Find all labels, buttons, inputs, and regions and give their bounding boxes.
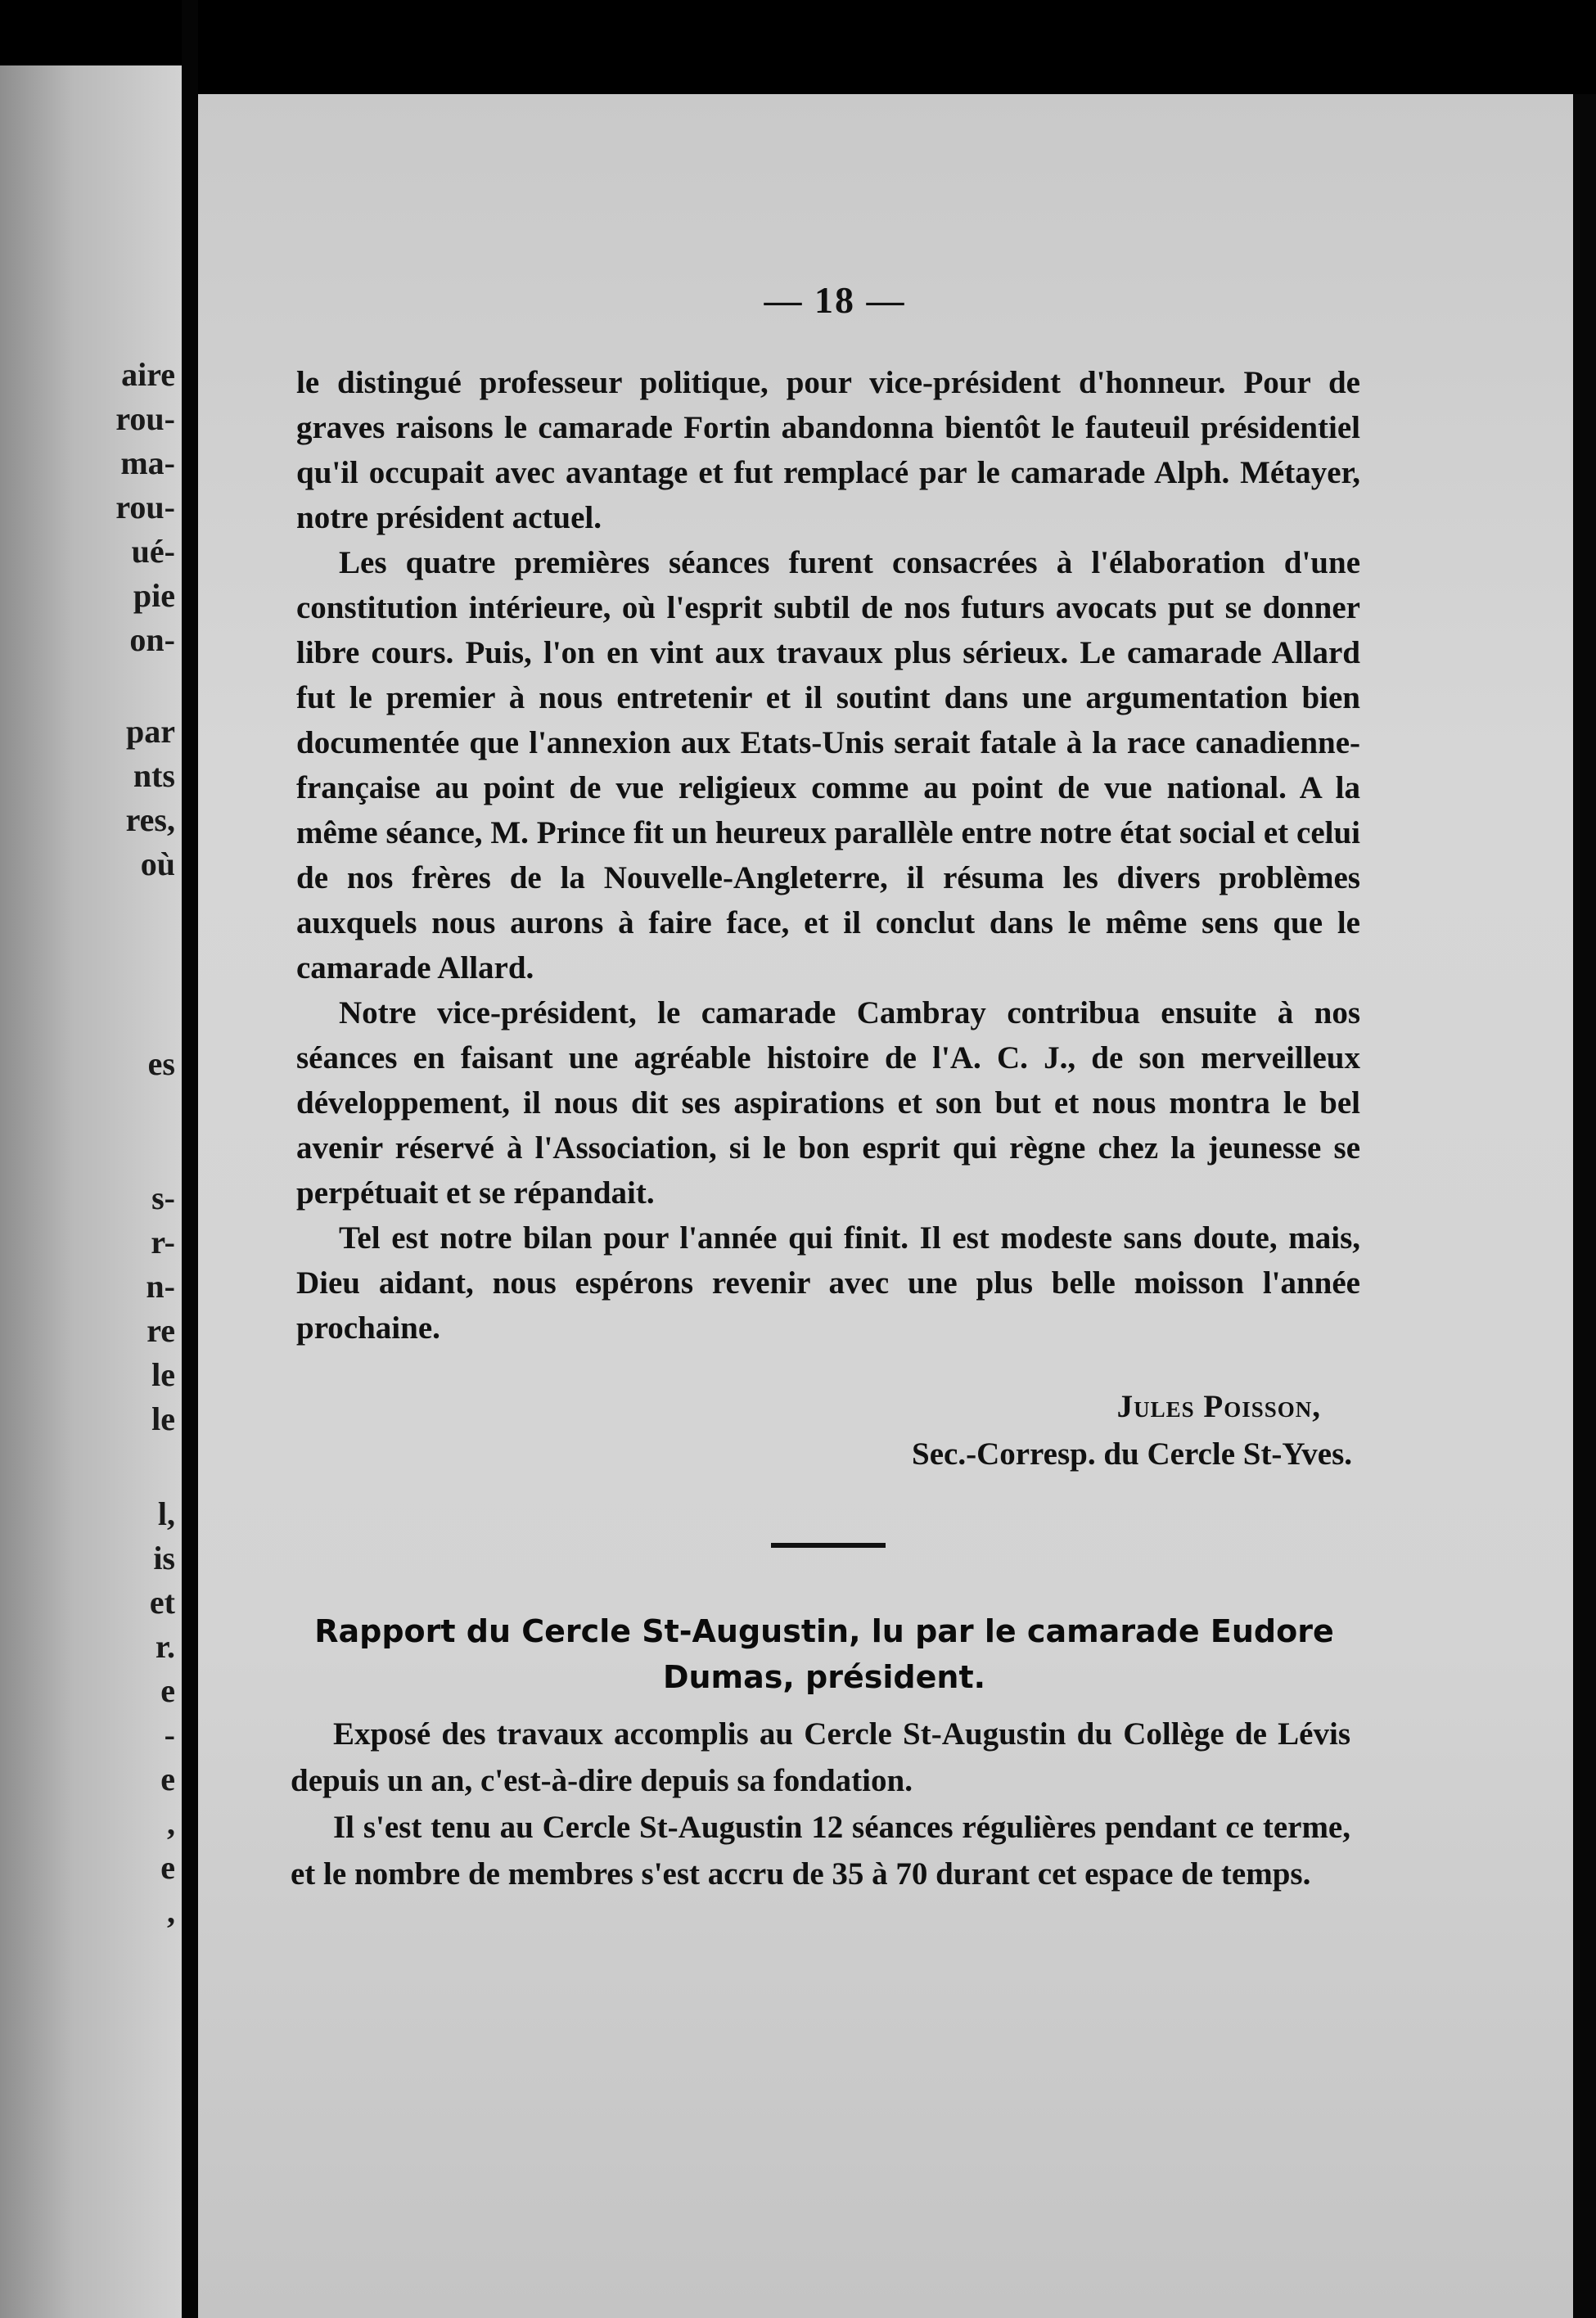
- left-fragment: s-: [151, 1179, 175, 1216]
- left-fragment: aire: [121, 356, 175, 393]
- left-fragment: r-: [151, 1224, 175, 1260]
- left-fragment: -: [164, 1716, 175, 1753]
- left-fragment: on-: [129, 621, 175, 658]
- section-divider: [771, 1543, 886, 1548]
- paragraph: Il s'est tenu au Cercle St-Augustin 12 séances régulières pendant ce terme, et le nombre de membres s'est accru de 35 à 70 durant cet espace de temps.: [291, 1810, 1350, 1892]
- report-title: [296, 1608, 1352, 1700]
- report-title-line: Rapport du Cercle St-Augustin, lu par le camarade Eudore: [314, 1613, 1334, 1649]
- left-fragment: rou-: [115, 400, 175, 437]
- signature-name: Jules Poisson,: [1116, 1389, 1321, 1424]
- left-fragment: le: [151, 1400, 175, 1437]
- paragraph: Les quatre premières séances furent consacrées à l'élaboration d'une constitution intérieure, où l'esprit subtil de nos futurs avocats put se donner libre cours. Puis, l'on en vint aux travaux plus sérieux. Le camarade Allard fut le premier à nous entretenir et il soutint dans une argumentation bien documentée que l'annexion aux Etats-Unis serait fatale à la race canadienne-française au point de vue religieux comme au point de vue national. A la même séance, M. Prince fit un heureux parallèle entre notre état social et celui de nos frères de la Nouvelle-Angleterre, il résuma les divers problèmes auxquels nous aurons à faire face, et il conclut dans le même sens que le camarade Allard.: [296, 545, 1360, 985]
- left-fragment: rou-: [115, 489, 175, 525]
- body-text: [296, 360, 1360, 1351]
- left-fragment: où: [140, 846, 175, 882]
- page-number: — 18 —: [764, 279, 906, 321]
- left-fragment: e: [160, 1849, 175, 1886]
- left-fragment: l,: [157, 1495, 175, 1532]
- page-gutter: [182, 0, 198, 2318]
- left-fragment: res,: [125, 801, 175, 838]
- report-title-line: Dumas, président.: [662, 1659, 986, 1695]
- left-fragment: ué-: [131, 533, 175, 570]
- left-fragment: pie: [133, 577, 175, 614]
- left-fragment: par: [126, 713, 175, 750]
- left-fragment: le: [151, 1356, 175, 1393]
- paragraph: le distingué professeur politique, pour vice-président d'honneur. Pour de graves raisons le camarade Fortin abandonna bientôt le fauteuil présidentiel qu'il occupait avec avantage et fut remplacé par le camarade Alph. Métayer, notre président actuel.: [296, 365, 1360, 535]
- report-body: [291, 1711, 1350, 1897]
- left-fragment: e: [160, 1761, 175, 1797]
- paragraph: Tel est notre bilan pour l'année qui finit. Il est modeste sans doute, mais, Dieu aidant, nous espérons revenir avec une plus belle moisson l'année prochaine.: [296, 1220, 1360, 1346]
- left-fragment: e: [160, 1672, 175, 1709]
- left-fragment: n-: [146, 1268, 175, 1305]
- signature-role: Sec.-Corresp. du Cercle St-Yves.: [912, 1436, 1352, 1472]
- left-fragment: re: [147, 1312, 175, 1349]
- page-edge: [1573, 94, 1596, 2318]
- signature-block: [296, 1383, 1352, 1478]
- left-fragment: ,: [167, 1805, 175, 1842]
- left-fragment: es: [147, 1045, 175, 1082]
- left-fragment: ,: [167, 1893, 175, 1930]
- left-fragment: r.: [155, 1628, 175, 1665]
- left-fragment: ma-: [120, 444, 175, 481]
- left-fragment: et: [149, 1584, 175, 1621]
- left-fragment: is: [153, 1540, 175, 1576]
- paragraph: Exposé des travaux accomplis au Cercle St-Augustin du Collège de Lévis depuis un an, c'est-à-dire depuis sa fondation.: [291, 1716, 1350, 1798]
- paragraph: Notre vice-président, le camarade Cambray contribua ensuite à nos séances en faisant une agréable histoire de l'A. C. J., de son merveilleux développement, il nous dit ses aspirations et son but et nous montra le bel avenir réservé à l'Association, si le bon esprit qui règne chez la jeunesse se perpétuait et se répandait.: [296, 995, 1360, 1211]
- adjacent-page-fragment: [0, 65, 182, 2318]
- left-fragment: nts: [133, 757, 175, 794]
